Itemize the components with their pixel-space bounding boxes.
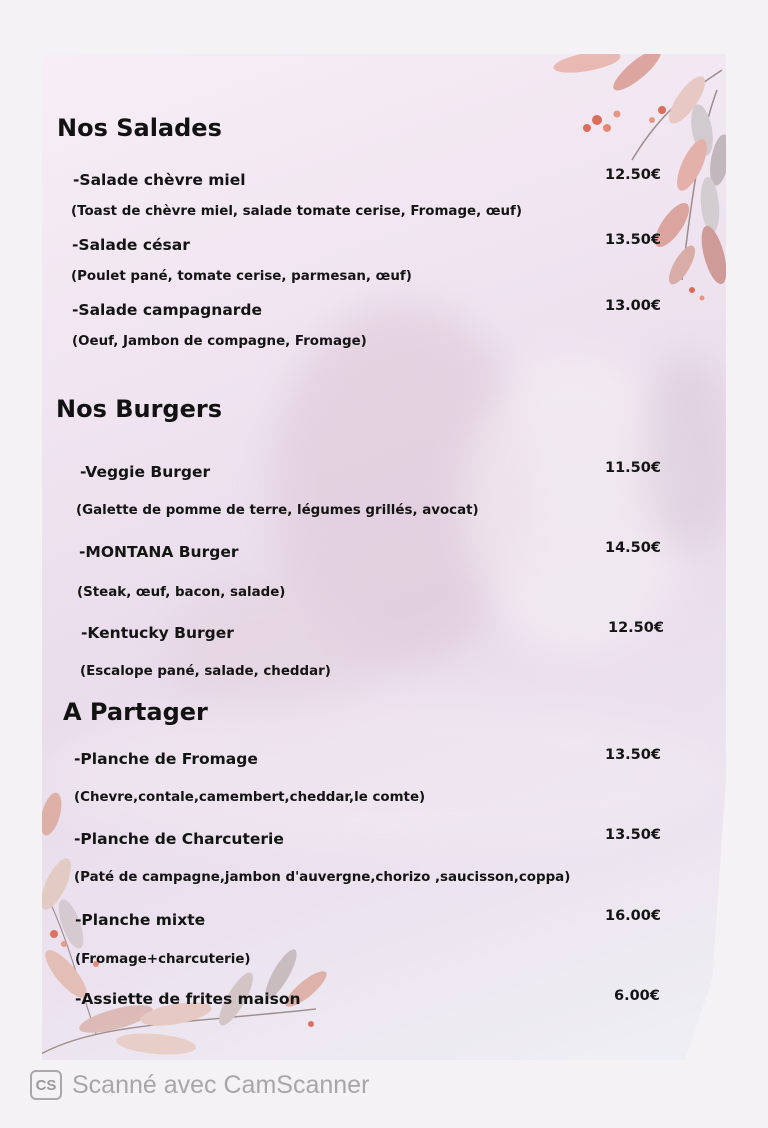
- menu-item-price: 13.50€: [605, 232, 661, 248]
- menu-item-price: 12.50€: [605, 167, 661, 183]
- menu-item-name: -Planche mixte: [75, 911, 206, 929]
- menu-item-price: 13.50€: [605, 827, 661, 843]
- scanner-watermark-text: Scanné avec CamScanner: [72, 1070, 370, 1099]
- menu-item-description: (Galette de pomme de terre, légumes grillés, avocat): [76, 503, 479, 518]
- menu-item-description: (Paté de campagne,jambon d'auvergne,chorizo ,saucisson,coppa): [74, 870, 571, 885]
- menu-item-price: 6.00€: [614, 988, 660, 1004]
- scanner-watermark: [30, 1068, 369, 1102]
- menu-item-price: 13.00€: [605, 298, 661, 314]
- menu-item-price: 12.50€: [608, 620, 664, 636]
- menu-item-name: -MONTANA Burger: [79, 543, 239, 561]
- menu-item-name: -Salade césar: [72, 236, 190, 254]
- background-photo-shade: [642, 354, 726, 554]
- menu-item-name: -Assiette de frites maison: [75, 990, 301, 1008]
- menu-item-description: (Escalope pané, salade, cheddar): [80, 664, 331, 679]
- floral-decoration-top-icon: [542, 54, 726, 320]
- menu-item-price: 14.50€: [605, 540, 661, 556]
- menu-item-name: -Planche de Charcuterie: [74, 830, 284, 848]
- menu-item-name: -Kentucky Burger: [81, 624, 234, 642]
- menu-item-description: (Toast de chèvre miel, salade tomate cerise, Fromage, œuf): [71, 204, 523, 219]
- menu-item-name: -Planche de Fromage: [74, 750, 258, 768]
- menu-item-name: -Salade chèvre miel: [73, 171, 246, 189]
- menu-item-price: 11.50€: [605, 460, 661, 476]
- menu-item-price: 16.00€: [605, 908, 661, 924]
- menu-item-name: -Veggie Burger: [80, 463, 211, 481]
- menu-item-description: (Oeuf, Jambon de compagne, Fromage): [72, 334, 367, 349]
- menu-item-description: (Chevre,contale,camembert,cheddar,le comte): [74, 790, 426, 805]
- menu-item-description: (Poulet pané, tomate cerise, parmesan, œuf): [71, 269, 412, 284]
- menu-item-description: (Fromage+charcuterie): [75, 952, 251, 967]
- section-title-burgers: Nos Burgers: [56, 395, 223, 423]
- section-title-salades: Nos Salades: [57, 114, 222, 142]
- menu-item-name: -Salade campagnarde: [72, 301, 263, 319]
- section-title-partager: A Partager: [63, 698, 208, 726]
- menu-item-price: 13.50€: [605, 747, 661, 763]
- camscanner-logo-icon: CS: [30, 1070, 62, 1100]
- menu-item-description: (Steak, œuf, bacon, salade): [77, 585, 286, 600]
